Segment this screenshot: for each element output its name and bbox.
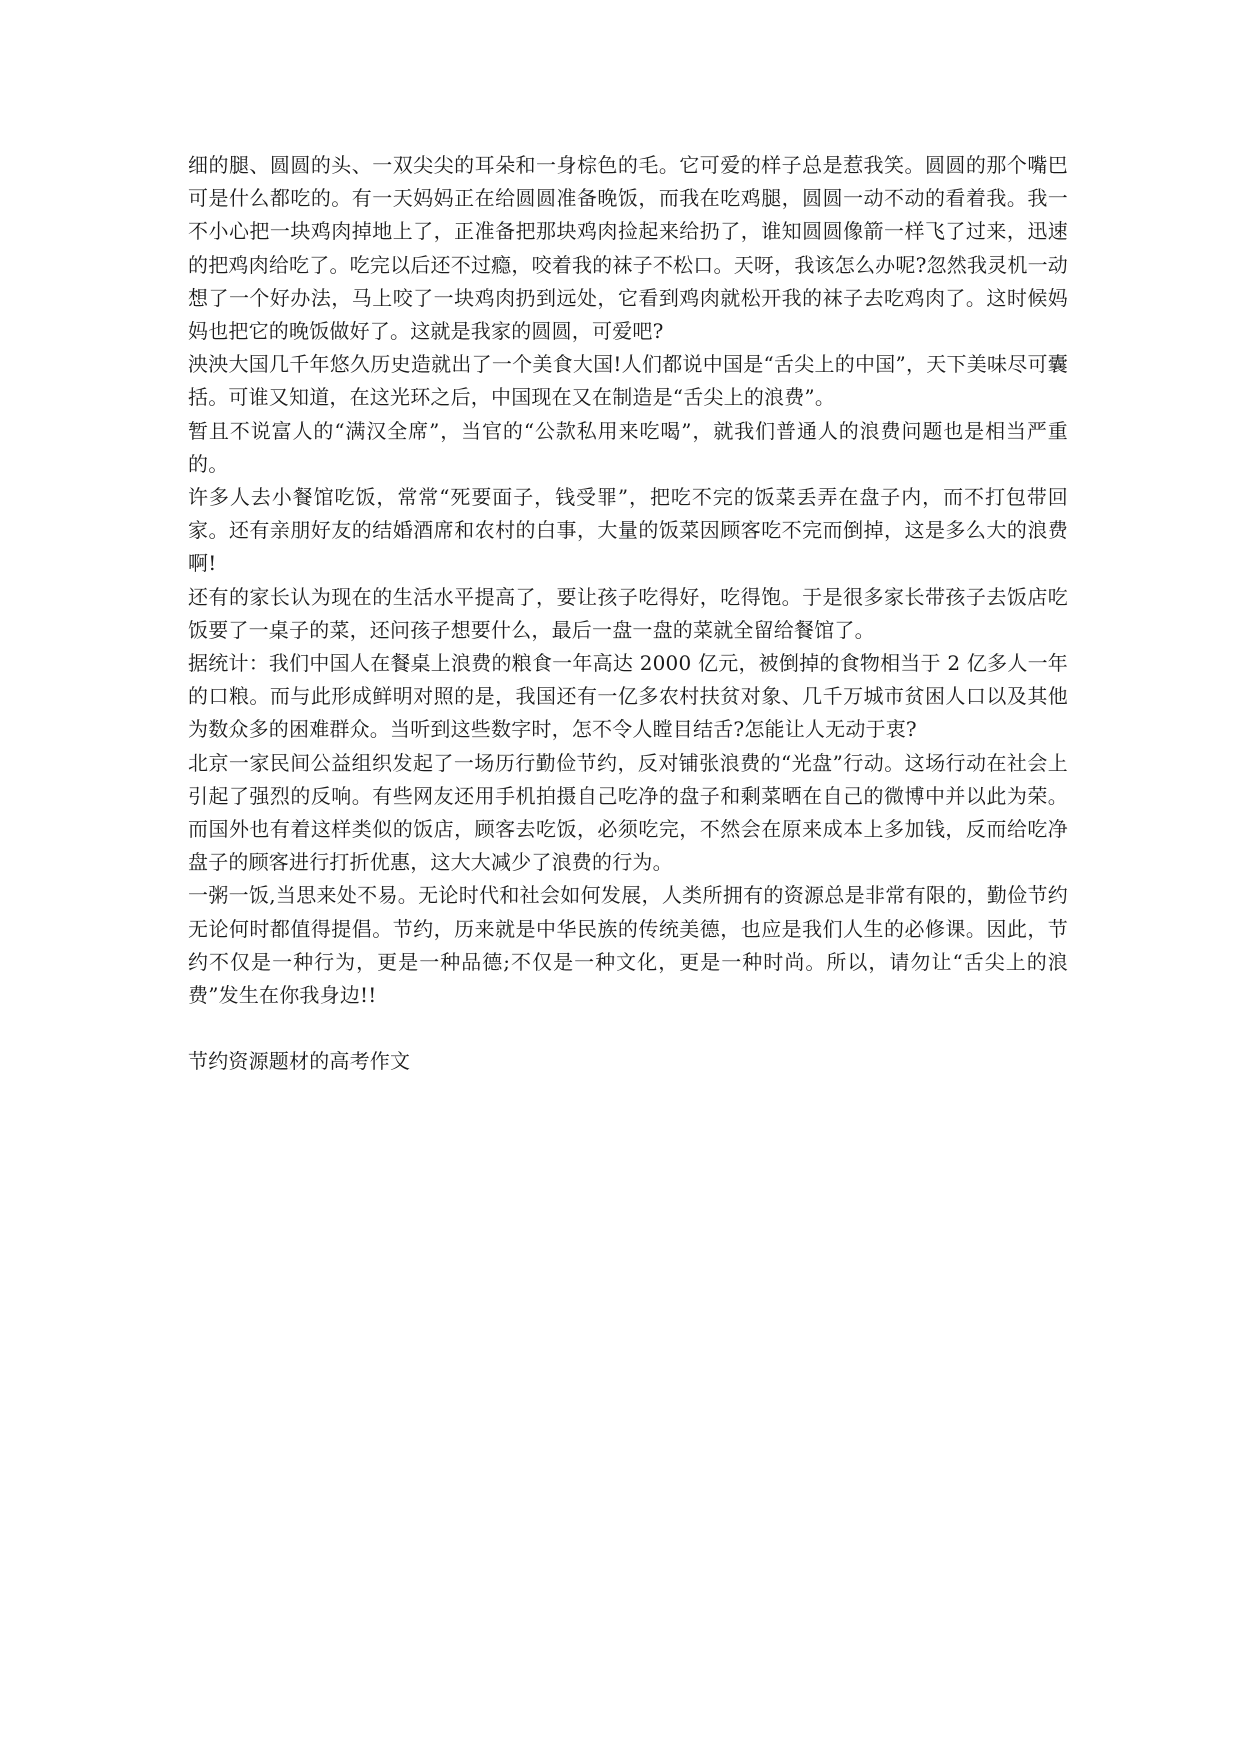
paragraph-restaurant-waste: 许多人去小餐馆吃饭，常常“死要面子，钱受罪”，把吃不完的饭菜丢弄在盘子内，而不打包带回家。还有亲朋好友的结婚酒席和农村的白事，大量的饭菜因顾客吃不完而倒掉，这是多么大的浪费啊! <box>188 485 1068 576</box>
paragraph-food-nation: 泱泱大国几千年悠久历史造就出了一个美食大国!人们都说中国是“舌尖上的中国”，天下美味尽可囊括。可谁又知道，在这光环之后，中国现在又在制造是“舌尖上的浪费”。 <box>188 352 1068 410</box>
paragraph-dog-story: 细的腿、圆圆的头、一双尖尖的耳朵和一身棕色的毛。它可爱的样子总是惹我笑。圆圆的那个嘴巴可是什么都吃的。有一天妈妈正在给圆圆准备晚饭，而我在吃鸡腿，圆圆一动不动的看着我。我一不小心把一块鸡肉掉地上了，正准备把那块鸡肉捡起来给扔了，谁知圆圆像箭一样飞了过来，迅速的把鸡肉给吃了。吃完以后还不过瘾，咬着我的袜子不松口。天呀，我该怎么办呢?忽然我灵机一动想了一个好办法，马上咬了一块鸡肉扔到远处，它看到鸡肉就松开我的袜子去吃鸡肉了。这时候妈妈也把它的晚饭做好了。这就是我家的圆圆，可爱吧? <box>188 153 1068 344</box>
document-body <box>188 149 1068 1078</box>
paragraph-parents-ordering: 还有的家长认为现在的生活水平提高了，要让孩子吃得好，吃得饱。于是很多家长带孩子去饭店吃饭要了一桌子的菜，还问孩子想要什么，最后一盘一盘的菜就全留给餐馆了。 <box>188 584 1068 642</box>
paragraph-banquet-waste: 暂且不说富人的“满汉全席”，当官的“公款私用来吃喝”，就我们普通人的浪费问题也是相当严重的。 <box>188 418 1068 476</box>
paragraph-clean-plate-campaign: 北京一家民间公益组织发起了一场历行勤俭节约，反对铺张浪费的“光盘”行动。这场行动在社会上引起了强烈的反响。有些网友还用手机拍摄自己吃净的盘子和剩菜晒在自己的微博中并以此为荣。而国外也有着这样类似的饭店，顾客去吃饭，必须吃完，不然会在原来成本上多加钱，反而给吃净盘子的顾客进行打折优惠，这大大减少了浪费的行为。 <box>188 750 1068 875</box>
document-footer-title: 节约资源题材的高考作文 <box>188 1049 411 1074</box>
paragraph-conclusion: 一粥一饭,当思来处不易。无论时代和社会如何发展，人类所拥有的资源总是非常有限的，勤俭节约无论何时都值得提倡。节约，历来就是中华民族的传统美德，也应是我们人生的必修课。因此，节约不仅是一种行为，更是一种品德;不仅是一种文化，更是一种时尚。所以，请勿让“舌尖上的浪费”发生在你我身边!! <box>188 883 1068 1008</box>
paragraph-statistics: 据统计：我们中国人在餐桌上浪费的粮食一年高达 2000 亿元，被倒掉的食物相当于 2 亿多人一年的口粮。而与此形成鲜明对照的是，我国还有一亿多农村扶贫对象、几千万城市贫困人口以及其他为数众多的困难群众。当听到这些数字时，怎不令人瞠目结舌?怎能让人无动于衷? <box>188 651 1068 742</box>
